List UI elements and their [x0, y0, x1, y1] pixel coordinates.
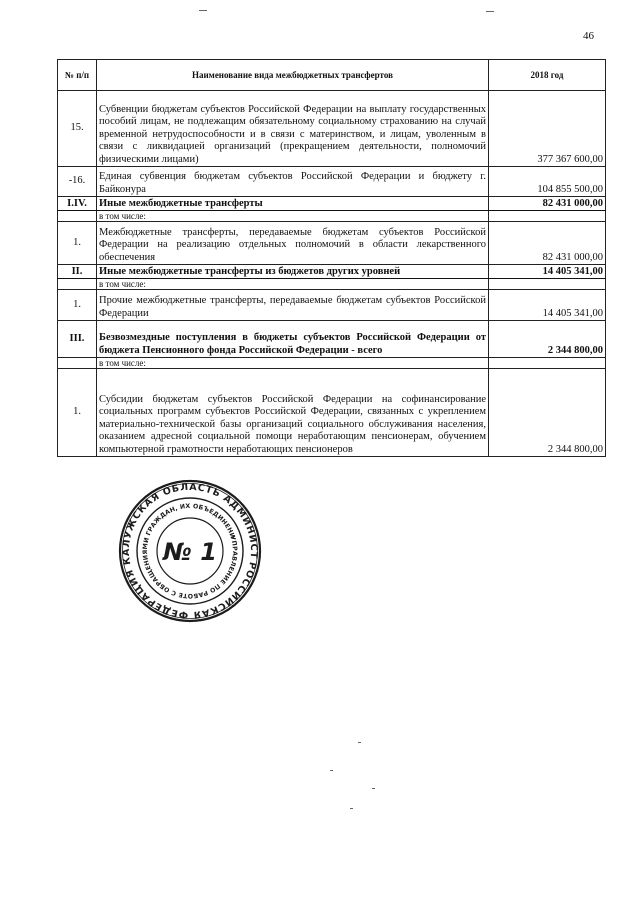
table-row — [58, 369, 606, 457]
stamp-center-text: № 1 — [163, 538, 217, 566]
header-year: 2018 год — [489, 60, 606, 91]
page-number: 46 — [583, 30, 594, 42]
row-amount — [489, 279, 606, 290]
row-number: III. — [58, 321, 97, 358]
row-text: в том числе: — [97, 279, 489, 290]
row-number — [58, 279, 97, 290]
table-row — [58, 265, 606, 279]
row-text: Безвозмездные поступления в бюджеты субъектов Российской Федерации от бюджета Пенсионного фонда Российской Федерации - всего — [97, 321, 489, 358]
row-amount: 2 344 800,00 — [489, 321, 606, 358]
row-number — [58, 358, 97, 369]
scan-speck — [358, 742, 361, 743]
row-amount: 377 367 600,00 — [489, 91, 606, 167]
row-amount — [489, 211, 606, 222]
row-amount: 82 431 000,00 — [489, 197, 606, 211]
table-row — [58, 290, 606, 321]
row-amount: 2 344 800,00 — [489, 369, 606, 457]
table-row — [58, 197, 606, 211]
table-row — [58, 211, 606, 222]
transfers-table — [57, 59, 606, 457]
scan-speck — [486, 11, 494, 12]
scan-speck — [372, 788, 375, 789]
row-text: Прочие межбюджетные трансферты, передаваемые бюджетам субъектов Российской Федерации — [97, 290, 489, 321]
table-header-row — [58, 60, 606, 91]
row-text: Единая субвенция бюджетам субъектов Российской Федерации и бюджету г. Байконура — [97, 167, 489, 197]
row-number: I.IV. — [58, 197, 97, 211]
row-number: 15. — [58, 91, 97, 167]
row-text: в том числе: — [97, 358, 489, 369]
header-number: № п/п — [58, 60, 97, 91]
row-amount — [489, 358, 606, 369]
table-row — [58, 222, 606, 265]
row-amount: 14 405 341,00 — [489, 290, 606, 321]
row-text: Субсидии бюджетам субъектов Российской Федерации на софинансирование социальных программ субъектов Российской Федерации, связанных с укреплением материально-технической базы организаций социального обслуживания населения, оказанием адресной социальной помощи неработающим пенсионерам, обучением компьютерной грамотности неработающих пенсионеров — [97, 369, 489, 457]
row-amount: 14 405 341,00 — [489, 265, 606, 279]
official-stamp — [117, 478, 263, 624]
row-number — [58, 211, 97, 222]
scan-speck — [330, 770, 333, 771]
row-text: Иные межбюджетные трансферты из бюджетов других уровней — [97, 265, 489, 279]
row-text: Субвенции бюджетам субъектов Российской Федерации на выплату государственных пособий лицам, не подлежащим обязательному социальному страхованию на случай временной нетрудоспособности и в связи с материнством, и лицам, уволенным в связи с ликвидацией организаций (прекращением деятельности, полномочий физическими лицами) — [97, 91, 489, 167]
row-number: 1. — [58, 369, 97, 457]
table-row — [58, 167, 606, 197]
stamp-inner-text: УПРАВЛЕНИЕ ПО РАБОТЕ С ОБРАЩЕНИЯМИ ГРАЖДАН, ИХ ОБЪЕДИНЕНИЙ — [141, 502, 239, 600]
scan-speck — [199, 10, 207, 11]
row-text: Межбюджетные трансферты, передаваемые бюджетам субъектов Российской Федерации на реализацию отдельных полномочий в области лекарственного обеспечения — [97, 222, 489, 265]
row-number: II. — [58, 265, 97, 279]
table-row — [58, 91, 606, 167]
table-row — [58, 321, 606, 358]
row-amount: 104 855 500,00 — [489, 167, 606, 197]
table-row — [58, 279, 606, 290]
row-amount: 82 431 000,00 — [489, 222, 606, 265]
row-number: 1. — [58, 290, 97, 321]
row-text: Иные межбюджетные трансферты — [97, 197, 489, 211]
row-number: 1. — [58, 222, 97, 265]
row-number: -16. — [58, 167, 97, 197]
row-text: в том числе: — [97, 211, 489, 222]
stamp-outer-text: РОССИЙСКАЯ ФЕДЕРАЦИЯ КАЛУЖСКАЯ ОБЛАСТЬ АДМИНИСТРАЦИЯ — [120, 481, 260, 621]
table-row — [58, 358, 606, 369]
scan-speck — [350, 808, 353, 809]
header-name: Наименование вида межбюджетных трансфертов — [97, 60, 489, 91]
